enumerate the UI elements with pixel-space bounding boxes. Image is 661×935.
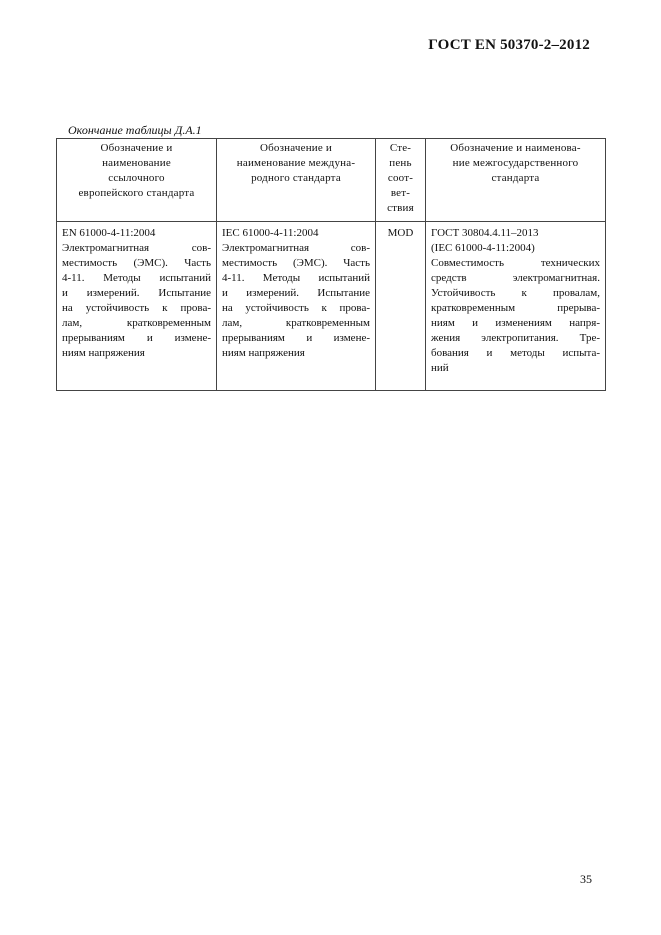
header-line: ствия <box>387 202 414 214</box>
header-interstate-standard <box>426 139 606 222</box>
cell-line: ниям напряжения <box>222 347 305 359</box>
cell-line: ниям напряжения <box>62 347 145 359</box>
header-line: Обозначение и <box>100 142 173 154</box>
cell-line: Электромагнитная сов- <box>222 242 370 254</box>
header-degree-of-correspondence <box>376 139 426 222</box>
header-line: родного стандарта <box>251 172 341 184</box>
cell-line: 4-11. Методы испытаний <box>62 272 211 284</box>
cell-line: Устойчивость к провалам, <box>431 287 600 299</box>
document-code: ГОСТ EN 50370-2–2012 <box>428 37 590 53</box>
cell-line: ний <box>431 362 449 374</box>
cell-line: местимость (ЭМС). Часть <box>222 257 370 269</box>
header-line: пень <box>389 157 412 169</box>
cell-european-standard <box>57 222 217 391</box>
header-line: вет- <box>390 187 411 199</box>
cell-line: IEC 61000-4-11:2004 <box>222 227 319 239</box>
cell-line: лам, кратковременным <box>62 317 211 329</box>
header-line: ние межгосударственного <box>452 157 579 169</box>
cell-line: Электромагнитная сов- <box>62 242 211 254</box>
header-line: европейского стандарта <box>78 187 195 199</box>
header-line: Обозначение и <box>259 142 333 154</box>
cell-line: ниям и изменениям напря- <box>431 317 600 329</box>
page-number: 35 <box>580 872 592 886</box>
cell-line: прерываниям и измене- <box>222 332 370 344</box>
cell-line: 4-11. Методы испытаний <box>222 272 370 284</box>
cell-line: и измерений. Испытание <box>62 287 211 299</box>
table-row <box>57 222 606 391</box>
cell-line: кратковременным прерыва- <box>431 302 600 314</box>
correspondence-table <box>56 138 606 391</box>
cell-international-standard <box>217 222 376 391</box>
cell-degree-of-correspondence <box>376 222 426 391</box>
cell-line: на устойчивость к прова- <box>222 302 370 314</box>
cell-line: местимость (ЭМС). Часть <box>62 257 211 269</box>
cell-line: лам, кратковременным <box>222 317 370 329</box>
header-line: наименование <box>102 157 171 169</box>
cell-line: бования и методы испыта- <box>431 347 600 359</box>
cell-line: (IEC 61000-4-11:2004) <box>431 242 535 254</box>
cell-line: EN 61000-4-11:2004 <box>62 227 156 239</box>
header-european-standard <box>57 139 217 222</box>
degree-value: MOD <box>387 227 414 239</box>
header-line: стандарта <box>491 172 540 184</box>
cell-line: жения электропитания. Тре- <box>431 332 600 344</box>
cell-line: средств электромагнитная. <box>431 272 600 284</box>
cell-line: и измерений. Испытание <box>222 287 370 299</box>
cell-interstate-standard <box>426 222 606 391</box>
header-line: Обозначение и наименова- <box>450 142 581 154</box>
table-header-row <box>57 139 606 222</box>
header-line: Сте- <box>389 142 412 154</box>
header-line: ссылочного <box>108 172 165 184</box>
cell-line: ГОСТ 30804.4.11–2013 <box>431 227 539 239</box>
cell-line: прерываниям и измене- <box>62 332 211 344</box>
header-international-standard <box>217 139 376 222</box>
table-caption: Окончание таблицы Д.А.1 <box>68 123 202 137</box>
cell-line: на устойчивость к прова- <box>62 302 211 314</box>
header-line: наименование междуна- <box>236 157 356 169</box>
header-line: соот- <box>387 172 414 184</box>
cell-line: Совместимость технических <box>431 257 600 269</box>
